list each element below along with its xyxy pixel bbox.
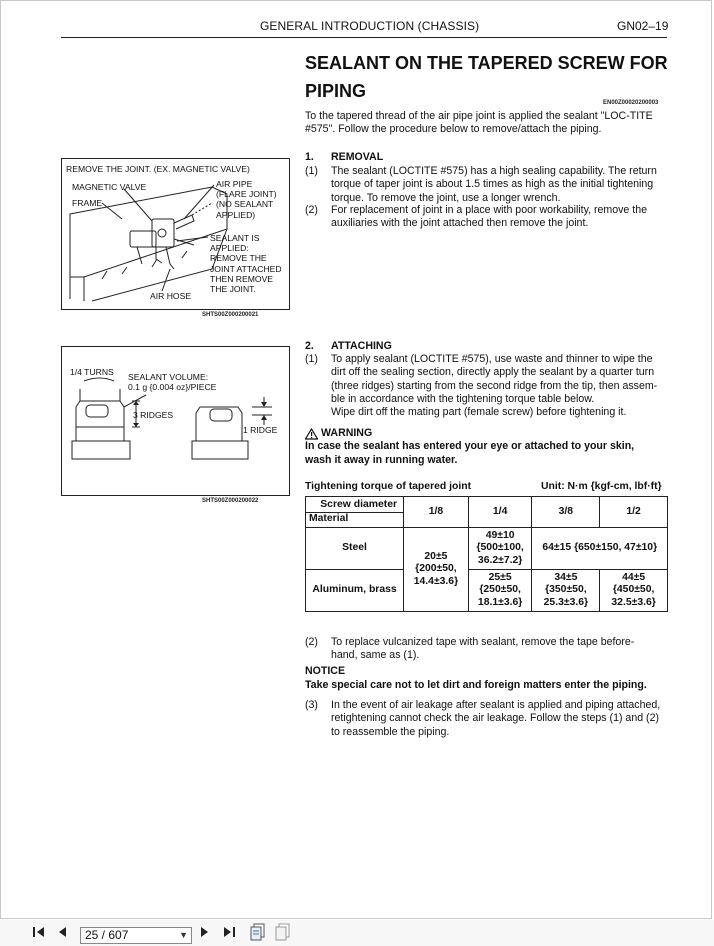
fig1-label-sealant <box>210 233 282 294</box>
attaching-number: 2. <box>305 340 314 352</box>
removal-number: 1. <box>305 151 314 163</box>
label-line: REMOVE THE <box>210 253 267 264</box>
warning-header <box>305 427 670 440</box>
label-line: JOINT ATTACHED <box>210 263 282 274</box>
attaching-item-2-number: (2) <box>305 636 318 648</box>
cell-line: {350±50, <box>545 584 587 596</box>
material-steel: Steel <box>306 528 404 570</box>
attaching-item-3-number: (3) <box>305 699 318 711</box>
previous-page-icon[interactable] <box>56 925 68 939</box>
torque-alu-3-8 <box>532 570 600 612</box>
text-line: wash it away in running water. <box>305 453 458 466</box>
label-line: APPLIED) <box>216 209 256 220</box>
page-title <box>305 49 670 105</box>
cell-line: 14.4±3.6} <box>413 575 459 587</box>
title-line-2: PIPING <box>305 81 367 101</box>
torque-alu-1-4 <box>468 570 532 612</box>
text-line: (three ridges) starting from the second ridge from the tip, then assem- <box>331 379 658 392</box>
page-view-icon[interactable] <box>250 923 266 941</box>
label-line: (FLARE JOINT) <box>216 189 277 200</box>
torque-table <box>305 496 668 612</box>
text-line: retightening cannot check the air leakage. Follow the steps (1) and (2) <box>331 712 660 725</box>
torque-common-1-8 <box>404 528 469 612</box>
text-line: To apply sealant (LOCTITE #575), use waste and thinner to wipe the <box>331 353 653 365</box>
fig1-label-air-hose: AIR HOSE <box>150 291 192 301</box>
text-line: Wipe dirt off the mating part (female screw) before tightening it. <box>331 406 627 419</box>
text-line: auxiliaries with the joint attached then remove the joint. <box>331 217 589 230</box>
figure-sealant-application <box>61 346 290 496</box>
notice-text: Take special care not to let dirt and foreign matters enter the piping. <box>305 679 647 691</box>
last-page-icon[interactable] <box>222 925 236 939</box>
fig1-code: SHTS00Z000200021 <box>202 312 259 318</box>
page-number-field[interactable] <box>80 927 192 944</box>
removal-heading: REMOVAL <box>331 151 384 163</box>
cell-line: 20±5 <box>424 550 448 562</box>
label-line: SEALANT VOLUME: <box>128 372 209 382</box>
attaching-item-1-number: (1) <box>305 353 318 365</box>
fig2-label-turns: 1/4 TURNS <box>70 367 114 377</box>
header-page-code: GN02–19 <box>617 19 669 33</box>
fig1-label-magnetic-valve: MAGNETIC VALVE <box>72 182 147 192</box>
attaching-heading: ATTACHING <box>331 340 392 352</box>
torque-table-unit: Unit: N·m {kgf-cm, lbf·ft} <box>541 481 662 492</box>
notice-label: NOTICE <box>305 665 346 677</box>
label-line: THE JOINT. <box>210 284 256 295</box>
fig1-label-frame: FRAME <box>72 198 103 208</box>
text-line: In case the sealant has entered your eye or attached to your skin, <box>305 440 635 453</box>
table-header-row <box>306 497 668 528</box>
label-line: APPLIED: <box>210 243 249 254</box>
label-line: (NO SEALANT <box>216 199 274 210</box>
cell-line: 34±5 <box>554 571 578 583</box>
label-line: AIR PIPE <box>216 179 253 189</box>
cell-line: {200±50, <box>415 563 457 575</box>
warning-icon <box>305 428 318 440</box>
cell-line: 49±10 <box>485 529 515 541</box>
attaching-item-2 <box>331 636 671 663</box>
text-line: For replacement of joint in a place with poor workability, remove the <box>331 204 647 216</box>
page-layout-icon[interactable] <box>275 923 291 941</box>
intro-line: #575". Follow the procedure below to remove/attach the piping. <box>305 123 602 136</box>
warning-label: WARNING <box>321 427 373 439</box>
cell-line: {250±50, <box>479 584 521 596</box>
header-size-3-8: 3/8 <box>532 497 600 528</box>
attaching-item-1 <box>331 353 671 419</box>
warning-text <box>305 440 670 467</box>
fig1-caption: REMOVE THE JOINT. (EX. MAGNETIC VALVE) <box>66 164 250 174</box>
figure-remove-joint <box>61 158 290 310</box>
cell-line: 18.1±3.6} <box>477 596 523 608</box>
torque-alu-1-2 <box>600 570 668 612</box>
header-size-1-4: 1/4 <box>468 497 532 528</box>
torque-steel-3-8-1-2: 64±15 {650±150, 47±10} <box>532 528 668 570</box>
header-material: Material <box>306 512 403 526</box>
page-number-value: 25 / 607 <box>85 928 129 942</box>
table-row-steel <box>306 528 668 570</box>
next-page-icon[interactable] <box>199 925 211 939</box>
cell-line: 25.3±3.6} <box>543 596 589 608</box>
warning-block <box>305 427 670 467</box>
header-size-1-2: 1/2 <box>600 497 668 528</box>
cell-line: {500±100, <box>476 542 524 554</box>
header-size-1-8: 1/8 <box>404 497 469 528</box>
header-section-title: GENERAL INTRODUCTION (CHASSIS) <box>260 19 480 33</box>
removal-item-2-number: (2) <box>305 204 318 216</box>
removal-item-2 <box>331 204 671 231</box>
text-line: torque. To remove the joint, use a longer wrench. <box>331 191 561 204</box>
fig1-label-air-pipe <box>216 179 277 220</box>
fig2-label-volume <box>128 372 216 392</box>
attaching-item-3 <box>331 699 671 739</box>
fig2-label-one-ridge: 1 RIDGE <box>243 425 278 435</box>
label-line: SEALANT IS <box>210 233 260 243</box>
cell-line: 36.2±7.2} <box>477 554 523 566</box>
torque-steel-1-4 <box>468 528 532 570</box>
label-line: 0.1 g {0.004 oz}/PIECE <box>128 382 217 393</box>
fig2-label-three-ridges: 3 RIDGES <box>133 410 174 420</box>
fig2-code: SHTS00Z000200022 <box>202 498 259 504</box>
cell-line: {450±50, <box>612 584 655 596</box>
chevron-down-icon[interactable]: ▼ <box>179 930 188 940</box>
text-line: In the event of air leakage after sealant is applied and piping attached, <box>331 699 661 711</box>
removal-item-1 <box>331 165 671 205</box>
text-line: The sealant (LOCTITE #575) has a high sealing capability. The return <box>331 165 657 177</box>
table-corner-cell <box>306 497 404 528</box>
cell-line: 32.5±3.6} <box>611 596 656 608</box>
header-screw-diameter: Screw diameter <box>320 498 398 510</box>
text-line: torque of taper joint is about 1.5 times as high as the initial tightening <box>331 178 654 191</box>
material-aluminum-brass: Aluminum, brass <box>306 570 404 612</box>
cell-line: 44±5 <box>622 571 646 583</box>
text-line: to reassemble the piping. <box>331 725 450 738</box>
first-page-icon[interactable] <box>32 925 46 939</box>
torque-table-caption: Tightening torque of tapered joint <box>305 481 472 492</box>
intro-text <box>305 110 670 137</box>
text-line: To replace vulcanized tape with sealant, remove the tape before- <box>331 636 635 648</box>
text-line: hand, same as (1). <box>331 649 420 662</box>
table-row-aluminum <box>306 570 668 612</box>
text-line: dirt off the sealing section, directly apply the sealant by a quarter turn <box>331 366 655 379</box>
intro-line: To the tapered thread of the air pipe joint is applied the sealant "LOC-TITE <box>305 110 653 122</box>
cell-line: 25±5 <box>488 571 512 583</box>
label-line: THEN REMOVE <box>210 273 274 284</box>
title-line-1: SEALANT ON THE TAPERED SCREW FOR <box>305 53 668 73</box>
doc-code: EN00Z00020200003 <box>603 100 659 106</box>
header-rule <box>61 37 667 38</box>
removal-item-1-number: (1) <box>305 165 318 177</box>
text-line: ble in accordance with the tightening torque table below. <box>331 392 595 405</box>
